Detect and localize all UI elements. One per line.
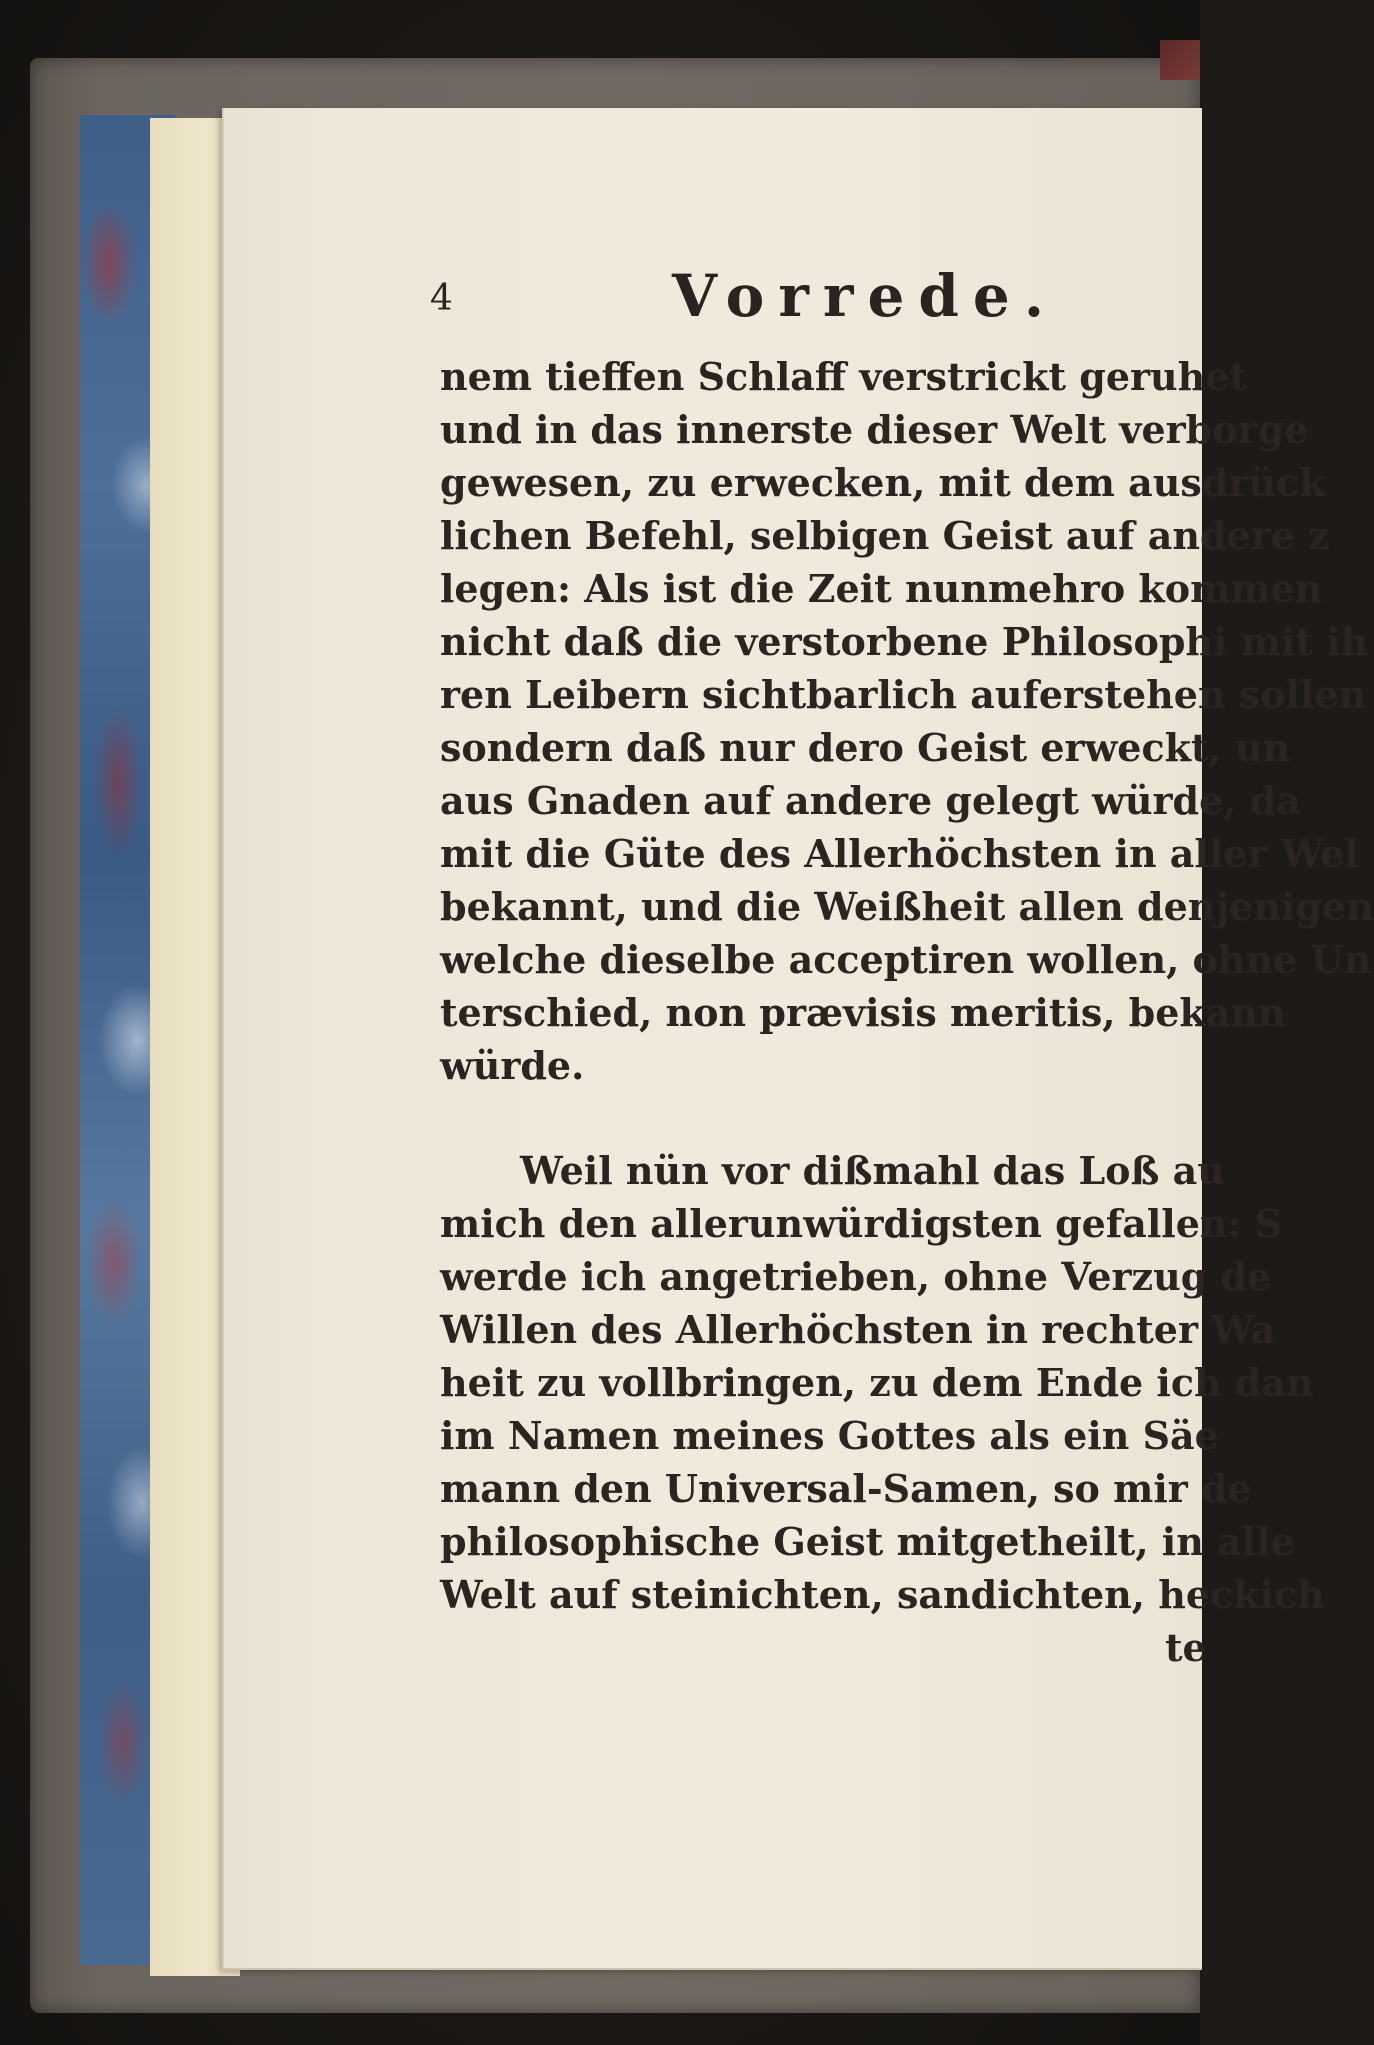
paragraph-1 bbox=[440, 350, 1374, 1092]
text-line: Weil nün vor dißmahl das Loß au bbox=[520, 1148, 1225, 1193]
text-line: Willen des Allerhöchsten in rechter Wa bbox=[440, 1307, 1276, 1352]
text-line: mit die Güte des Allerhöchsten in aller Wel bbox=[440, 831, 1359, 876]
text-line: nem tieffen Schlaff verstrickt geruhet bbox=[440, 354, 1247, 399]
text-line: ren Leibern sichtbarlich auferstehen sollen bbox=[440, 672, 1367, 717]
text-line: philosophische Geist mitgetheilt, in alle bbox=[440, 1519, 1295, 1564]
binding-corner bbox=[1160, 40, 1200, 80]
page-number: 4 bbox=[430, 278, 453, 319]
text-line: heit zu vollbringen, zu dem Ende ich dan bbox=[440, 1360, 1314, 1405]
text-line: lichen Befehl, selbigen Geist auf andere z bbox=[440, 513, 1330, 558]
text-line: im Namen meines Gottes als ein Säe bbox=[440, 1413, 1219, 1458]
text-line: welche dieselbe acceptiren wollen, ohne Un bbox=[440, 937, 1372, 982]
catchword: te bbox=[1165, 1625, 1207, 1670]
text-line: mann den Universal-Samen, so mir de bbox=[440, 1466, 1252, 1511]
paragraph-2 bbox=[440, 1144, 1325, 1621]
text-line: Welt auf steinichten, sandichten, heckich bbox=[440, 1572, 1325, 1617]
text-line: legen: Als ist die Zeit nunmehro kommen bbox=[440, 566, 1323, 611]
running-head: Vorrede. bbox=[672, 262, 1059, 330]
paragraph-gap bbox=[440, 1092, 1220, 1144]
text-line: sondern daß nur dero Geist erweckt, un bbox=[440, 725, 1291, 770]
text-line: bekannt, und die Weißheit allen denjenigen bbox=[440, 884, 1374, 929]
text-line: nicht daß die verstorbene Philosophi mit ih bbox=[440, 619, 1369, 664]
text-line: werde ich angetrieben, ohne Verzug de bbox=[440, 1254, 1272, 1299]
text-line: mich den allerunwürdigsten gefallen: S bbox=[440, 1201, 1283, 1246]
page-text bbox=[440, 350, 1374, 1674]
text-line: gewesen, zu erwecken, mit dem ausdrück bbox=[440, 460, 1326, 505]
text-line: würde. bbox=[440, 1043, 585, 1088]
text-line: und in das innerste dieser Welt verborge bbox=[440, 407, 1309, 452]
text-line: aus Gnaden auf andere gelegt würde, da bbox=[440, 778, 1301, 823]
text-line: terschied, non prævisis meritis, bekann bbox=[440, 990, 1286, 1035]
